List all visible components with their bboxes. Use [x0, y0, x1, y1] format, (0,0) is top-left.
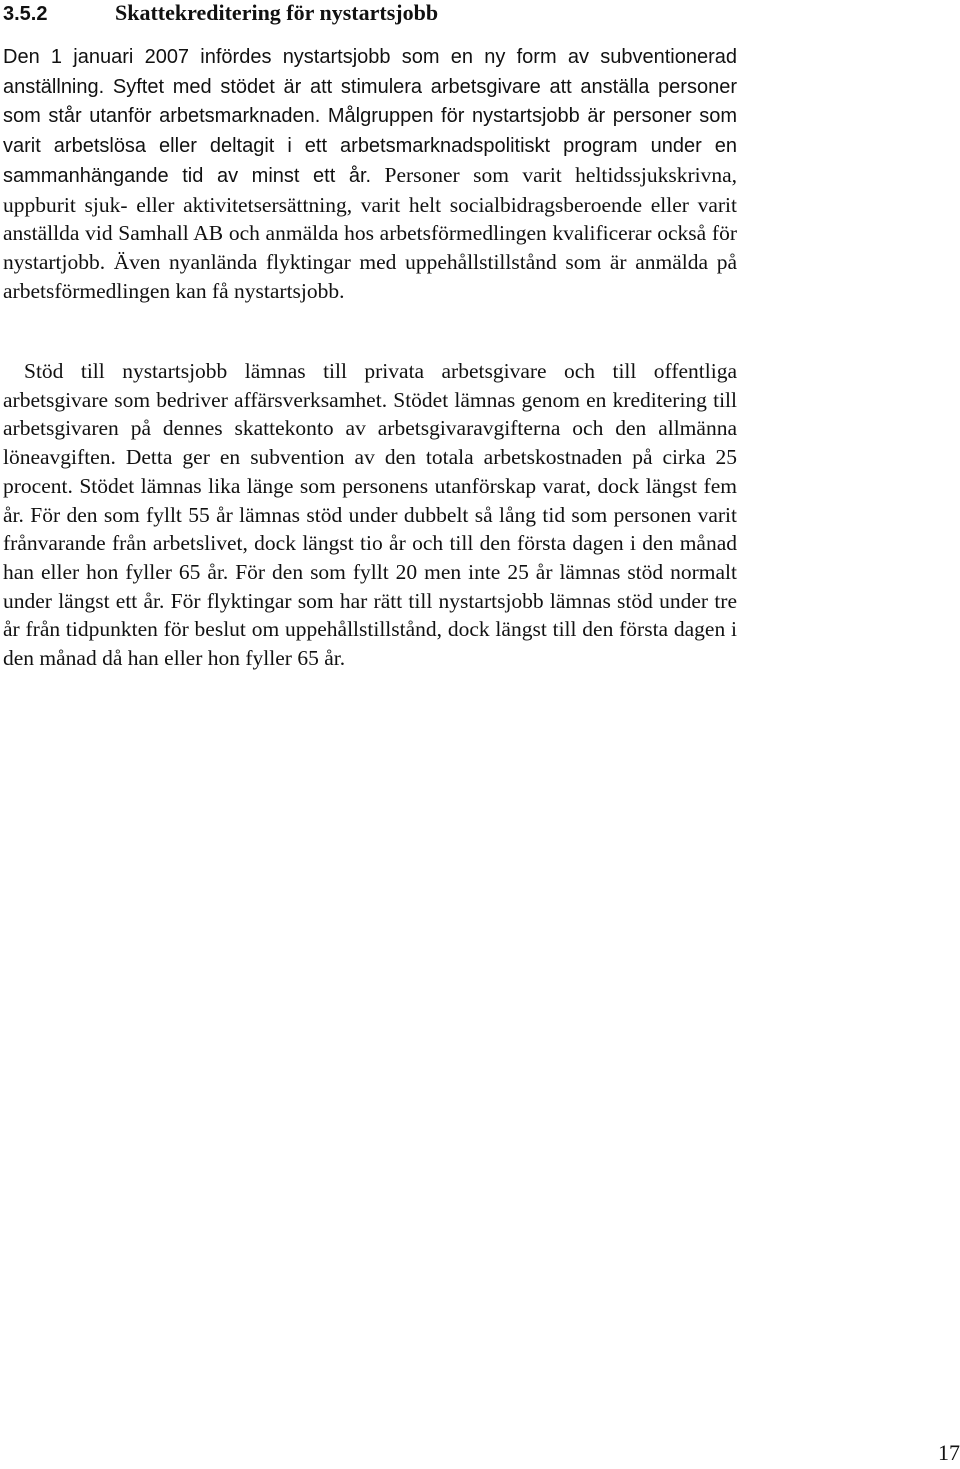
paragraph-intro — [3, 42, 737, 305]
paragraph-intro-part1: Den 1 januari 2007 infördes nystartsjobb som en ny form av subventionerad anställning. Syftet med stödet är att stimulera arbetsgivare att anställa personer som står utanför arbetsmarknaden. Målgruppen för nystartsjobb är personer som varit arbetslösa eller deltagit i ett arbetsmarknadspolitiskt program under en sammanhängande tid av minst ett år. — [3, 46, 737, 187]
section-number: 3.5.2 — [3, 3, 48, 25]
paragraph-intro-part2: Personer som varit heltidssjukskrivna, uppburit sjuk- eller aktivitetsersättning, varit helt socialbidragsberoende eller varit anställda vid Samhall AB och anmälda hos arbetsförmedlingen kvalificerar också för nystartjobb. Även nyanlända flyktingar med uppehållstillstånd som är anmälda på arbetsförmedlingen kan få nystartsjobb. — [3, 162, 737, 303]
section-title: Skattekreditering för nystartsjobb — [115, 0, 439, 25]
page-number: 17 — [938, 1440, 960, 1465]
section-heading — [3, 0, 438, 27]
paragraph-support: Stöd till nystartsjobb lämnas till privata arbetsgivare och till offentliga arbetsgivare som bedriver affärsverksamhet. Stödet lämnas genom en kreditering till arbetsgivaren på dennes skattekonto av arbetsgivaravgifterna och den allmänna löneavgiften. Detta ger en subvention av den totala arbetskostnaden på cirka 25 procent. Stödet lämnas lika länge som personens utanförskap varat, dock längst fem år. För den som fyllt 55 år lämnas stöd under dubbelt så lång tid som personen varit frånvarande från arbetslivet, dock längst tio år och till den första dagen i den månad han eller hon fyller 65 år. För den som fyllt 20 men inte 25 år lämnas stöd normalt under längst ett år. För flyktingar som har rätt till nystartsjobb lämnas stöd under tre år från tidpunkten för beslut om uppehållstillstånd, dock längst till den första dagen i den månad då han eller hon fyller 65 år. — [3, 359, 737, 671]
